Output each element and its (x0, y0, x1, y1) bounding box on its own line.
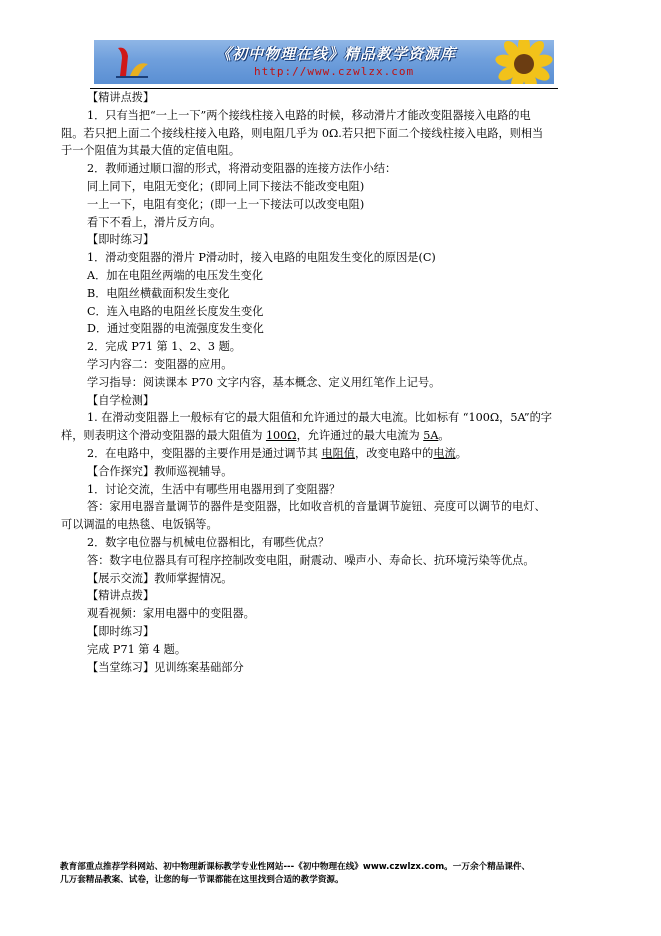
question-line: 1．滑动变阻器的滑片 P滑动时，接入电路的电阻发生变化的原因是(C) (87, 251, 436, 265)
section-heading: 【合作探究】教师巡视辅导。 (87, 464, 233, 478)
paragraph-line: 2．数字电位器与机械电位器相比，有哪些优点？ (87, 535, 330, 549)
paragraph-line: 阻。若只把上面二个接线柱接入电路，则电阻几乎为 0Ω.若只把下面二个接线柱接入电路，则相当 (61, 126, 544, 140)
footer-line: 几万套精品教案、试卷，让您的每一节课都能在这里找到合适的教学资源。 (60, 875, 344, 885)
paragraph-line: 于一个阻值为其最大值的定值电阻。 (61, 144, 241, 158)
banner-url[interactable]: http://www.czwlzx.com (254, 65, 415, 78)
document-body (61, 89, 601, 676)
text-run: 2．在电路中，变阻器的主要作用是通过调节其 (87, 446, 322, 460)
site-logo-icon (112, 42, 152, 82)
paragraph-line: 答：家用电器音量调节的器件是变阻器，比如收音机的音量调节旋钮、亮度可以调节的电灯、 (87, 500, 546, 514)
paragraph-line: 完成 P71 第 4 题。 (87, 642, 187, 656)
text-run: 。 (455, 446, 467, 460)
paragraph-line: 2．完成 P71 第 1、2、3 题。 (87, 340, 241, 354)
paragraph-line: 2．教师通过顺口溜的形式，将滑动变阻器的连接方法作小结： (87, 162, 397, 176)
text-run: ，改变电路中的 (355, 446, 434, 460)
paragraph-line (61, 427, 601, 445)
answer-blank: 电流 (433, 446, 456, 460)
option-a: A．加在电阻丝两端的电压发生变化 (87, 268, 263, 282)
paragraph-line: 同上同下，电阻无变化；(即同上同下接法不能改变电阻) (87, 179, 365, 193)
option-d: D．通过变阻器的电流强度发生变化 (87, 322, 264, 336)
text-run: ，允许通过的最大电流为 (296, 429, 424, 443)
text-run: 样，则表明这个滑动变阻器的最大阻值为 (61, 429, 266, 443)
paragraph-line: 答：数字电位器具有可程序控制改变电阻，耐震动、噪声小、寿命长、抗环境污染等优点。 (87, 553, 535, 567)
footer-line: 教育部重点推荐学科网站、初中物理新课标教学专业性网站---《初中物理在线》www.czwlzx.com。一万余个精品课件、 (60, 862, 531, 872)
section-heading: 【自学检测】 (87, 393, 155, 407)
paragraph-line: 1. 在滑动变阻器上一般标有它的最大阻值和允许通过的最大电流。比如标有 “100Ω，5A”的字 (87, 411, 552, 425)
paragraph-line: 1．只有当把“一上一下”两个接线柱接入电路的时候，移动滑片才能改变阻器接入电路的电 (87, 108, 531, 122)
paragraph-line (61, 445, 601, 463)
paragraph-line: 可以调温的电热毯、电饭锅等。 (61, 518, 218, 532)
paragraph-line: 学习指导：阅读课本 P70 文字内容，基本概念、定义用红笔作上记号。 (87, 375, 441, 389)
page-footer (60, 861, 608, 887)
answer-blank: 电阻值 (321, 446, 356, 460)
paragraph-line: 观看视频：家用电器中的变阻器。 (87, 607, 255, 621)
section-heading: 【即时练习】 (87, 624, 155, 638)
banner-title: 《初中物理在线》精品教学资源库 (216, 45, 457, 63)
section-heading: 【当堂练习】见训练案基础部分 (87, 660, 244, 674)
section-heading: 【展示交流】教师掌握情况。 (87, 571, 233, 585)
section-heading: 【精讲点拨】 (87, 589, 155, 603)
paragraph-line: 看下不看上，滑片反方向。 (87, 215, 222, 229)
paragraph-line: 学习内容二：变阻器的应用。 (87, 357, 233, 371)
section-heading: 【精讲点拨】 (87, 91, 155, 104)
option-c: C．连入电路的电阻丝长度发生变化 (87, 304, 264, 318)
sunflower-icon (488, 40, 554, 84)
section-heading: 【即时练习】 (87, 233, 155, 247)
paragraph-line: 1．讨论交流，生活中有哪些用电器用到了变阻器？ (87, 482, 341, 496)
header-banner (94, 40, 554, 84)
option-b: B．电阻丝横截面积发生变化 (87, 286, 230, 300)
answer-blank: 5A (423, 429, 439, 443)
answer-blank: 100Ω (265, 429, 297, 443)
text-run: 。 (438, 429, 450, 443)
paragraph-line: 一上一下，电阻有变化；(即一上一下接法可以改变电阻) (87, 197, 365, 211)
